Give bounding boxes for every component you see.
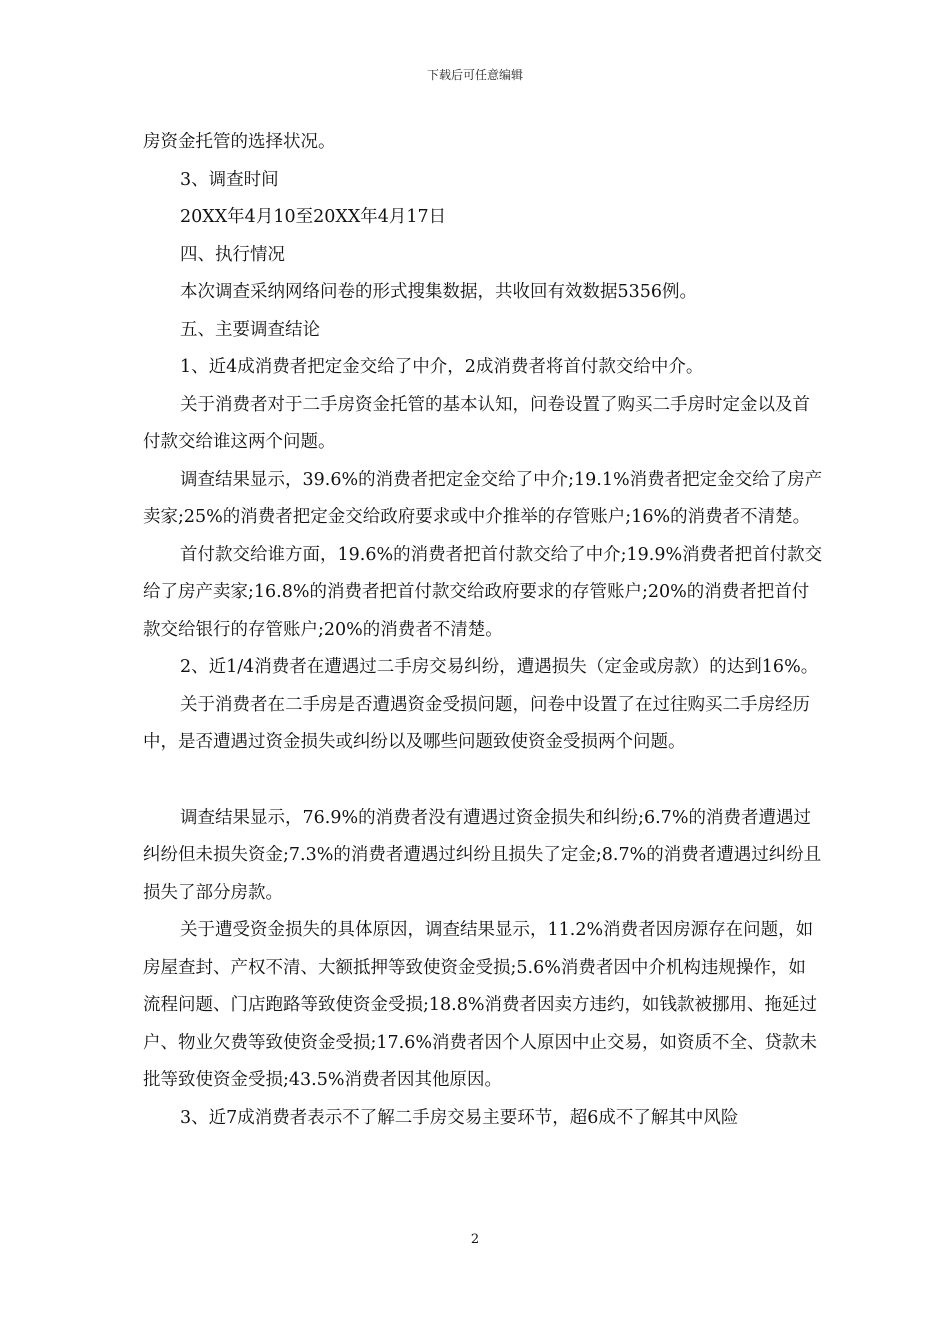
execution-paragraph: 本次调查采纳网络问卷的形式搜集数据，共收回有效数据5356例。 [180, 282, 698, 302]
section-survey-time-heading: 3、调查时间 [180, 169, 279, 190]
loss-causes-paragraph: 关于遭受资金损失的具体原因，调查结果显示，11.2%消费者因房源存在问题，如房屋查封、产权不清、大额抵押等致使资金受损;5.6%消费者因中介机构违规操作，如流程问题、门店跑路等致使资金受损;18.8%消费者因卖方违约，如钱款被挪用、拖延过户、物业欠费等致使资金受损;17.6%消费者因个人原因中止交易，如资质不全、贷款未批等致使资金受损;43.5%消费者因其他原因。 [143, 920, 817, 1090]
conclusion-1-intro: 关于消费者对于二手房资金托管的基本认知，问卷设置了购买二手房时定金以及首付款交给谁这两个问题。 [143, 394, 810, 452]
document-body [143, 124, 823, 1137]
section-conclusions-heading: 五、主要调查结论 [180, 319, 320, 340]
deposit-results-paragraph: 调查结果显示，39.6%的消费者把定金交给了中介;19.1%消费者把定金交给了房产卖家;25%的消费者把定金交给政府要求或中介推举的存管账户;16%的消费者不清楚。 [143, 469, 823, 527]
survey-date-range: 20XX年4月10至20XX年4月17日 [180, 207, 447, 227]
conclusion-1-heading: 1、近4成消费者把定金交给了中介，2成消费者将首付款交给中介。 [180, 357, 704, 377]
conclusion-2-heading: 2、近1/4消费者在遭遇过二手房交易纠纷，遭遇损失（定金或房款）的达到16%。 [180, 657, 819, 677]
conclusion-2-intro: 关于消费者在二手房是否遭遇资金受损问题，问卷中设置了在过往购买二手房经历中，是否遭遇过资金损失或纠纷以及哪些问题致使资金受损两个问题。 [143, 694, 810, 752]
dispute-results-paragraph: 调查结果显示，76.9%的消费者没有遭遇过资金损失和纠纷;6.7%的消费者遭遇过纠纷但未损失资金;7.3%的消费者遭遇过纠纷且损失了定金;8.7%的消费者遭遇过纠纷且损失了部分房款。 [143, 807, 822, 903]
conclusion-3-heading: 3、近7成消费者表示不了解二手房交易主要环节，超6成不了解其中风险 [180, 1107, 739, 1128]
down-payment-results-paragraph: 首付款交给谁方面，19.6%的消费者把首付款交给了中介;19.9%消费者把首付款交给了房产卖家;16.8%的消费者把首付款交给政府要求的存管账户;20%的消费者把首付款交给银行的存管账户;20%的消费者不清楚。 [143, 544, 823, 640]
paragraph-gap [143, 762, 823, 800]
page-number: 2 [470, 1232, 480, 1247]
section-execution-heading: 四、执行情况 [180, 244, 285, 265]
paragraph-continuation: 房资金托管的选择状况。 [143, 132, 336, 152]
page-header: 下载后可任意编辑 [426, 68, 523, 82]
